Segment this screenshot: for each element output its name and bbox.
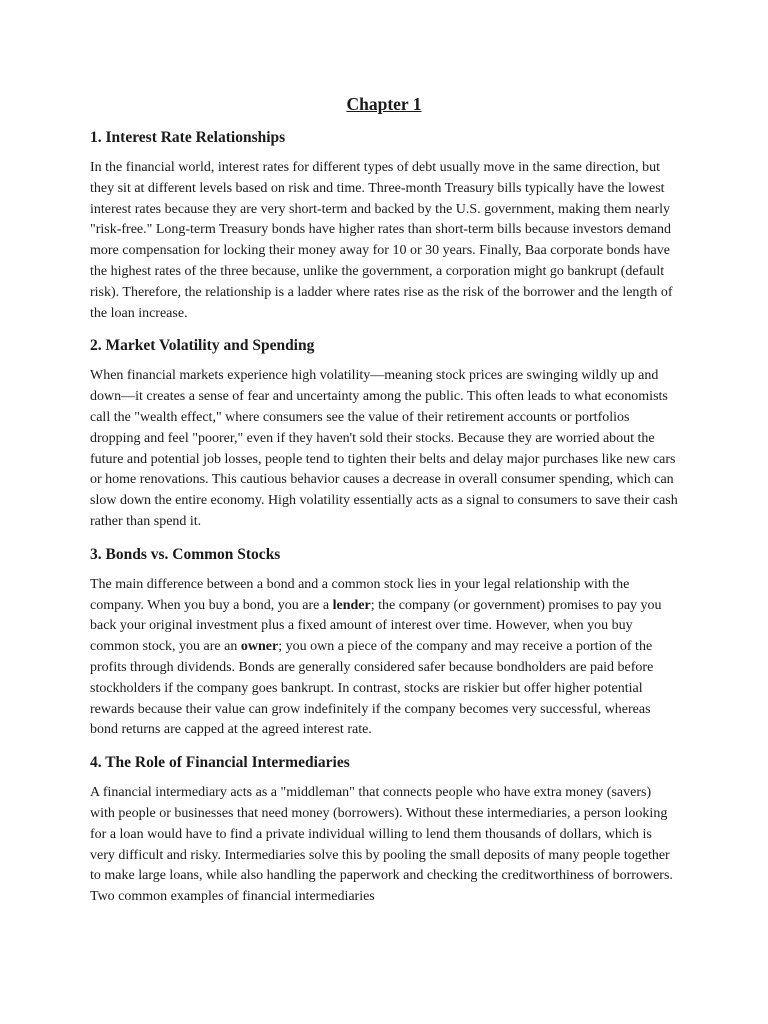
section-heading: 2. Market Volatility and Spending — [90, 337, 315, 355]
section-paragraph: When financial markets experience high volatility—meaning stock prices are swinging wildly up and down—it creates a sense of fear and uncertainty among the public. This often leads to what economists call the "wealth effect," where consumers see the value of their retirement accounts or portfolios dropping and feel "poorer," even if they haven't sold their stocks. Because they are worried about the future and potential job losses, people tend to tighten their belts and delay major purchases like new cars or home renovations. This cautious behavior causes a decrease in overall consumer spending, which can slow down the entire economy. High volatility essentially acts as a signal to consumers to save their cash rather than spend it. — [90, 368, 678, 529]
section-heading: 4. The Role of Financial Intermediaries — [90, 754, 350, 772]
section-interest-rates — [90, 128, 678, 324]
paragraph-text: The main difference between a bond and a common stock lies in your legal relationship with the company. When you buy a bond, you are a — [90, 576, 630, 613]
section-heading: 3. Bonds vs. Common Stocks — [90, 545, 281, 563]
document-page — [90, 92, 678, 920]
paragraph-text: ; you own a piece of the company and may receive a portion of the profits through dividends. Bonds are generally considered safer because bondholders are paid before stockholders if the company goes bankrupt. In contrast, stocks are riskier but offer higher potential rewards because their value can grow indefinitely if the company becomes very successful, whereas bond returns are capped at the agreed interest rate. — [90, 639, 654, 738]
paragraph-text: ; the company (or government) promises to pay you back your original investment plus a fixed amount of interest over time. However, when you buy common stock, you are an — [90, 597, 662, 655]
chapter-title: Chapter 1 — [346, 94, 422, 114]
section-paragraph — [90, 575, 678, 741]
section-paragraph: A financial intermediary acts as a "middleman" that connects people who have extra money (savers) with people or businesses that need money (borrowers). Without these intermediaries, a person looking for a loan would have to find a private individual willing to lend them thousands of dollars, which is very difficult and risky. Intermediaries solve this by pooling the small deposits of many people together to make large loans, while also handling the paperwork and checking the creditworthiness of borrowers. Two common examples of financial intermediaries — [90, 785, 673, 905]
emphasis-lender: lender — [332, 597, 371, 613]
section-heading: 1. Interest Rate Relationships — [90, 129, 286, 146]
section-bonds-vs-stocks — [90, 545, 678, 741]
section-financial-intermediaries — [90, 753, 678, 908]
section-paragraph: In the financial world, interest rates for different types of debt usually move in the same direction, but they sit at different levels based on risk and time. Three-month Treasury bills typically have the lowest interest rates because they are very short-term and backed by the U.S. government, making them nearly "risk-free." Long-term Treasury bonds have higher rates than short-term bills because investors demand more compensation for locking their money away for 10 or 30 years. Finally, Baa corporate bonds have the highest rates of the three because, unlike the government, a corporation might go bankrupt (default risk). Therefore, the relationship is a ladder where rates rise as the risk of the borrower and the length of the loan increase. — [90, 160, 673, 321]
section-market-volatility — [90, 336, 678, 532]
emphasis-owner: owner — [240, 639, 279, 655]
